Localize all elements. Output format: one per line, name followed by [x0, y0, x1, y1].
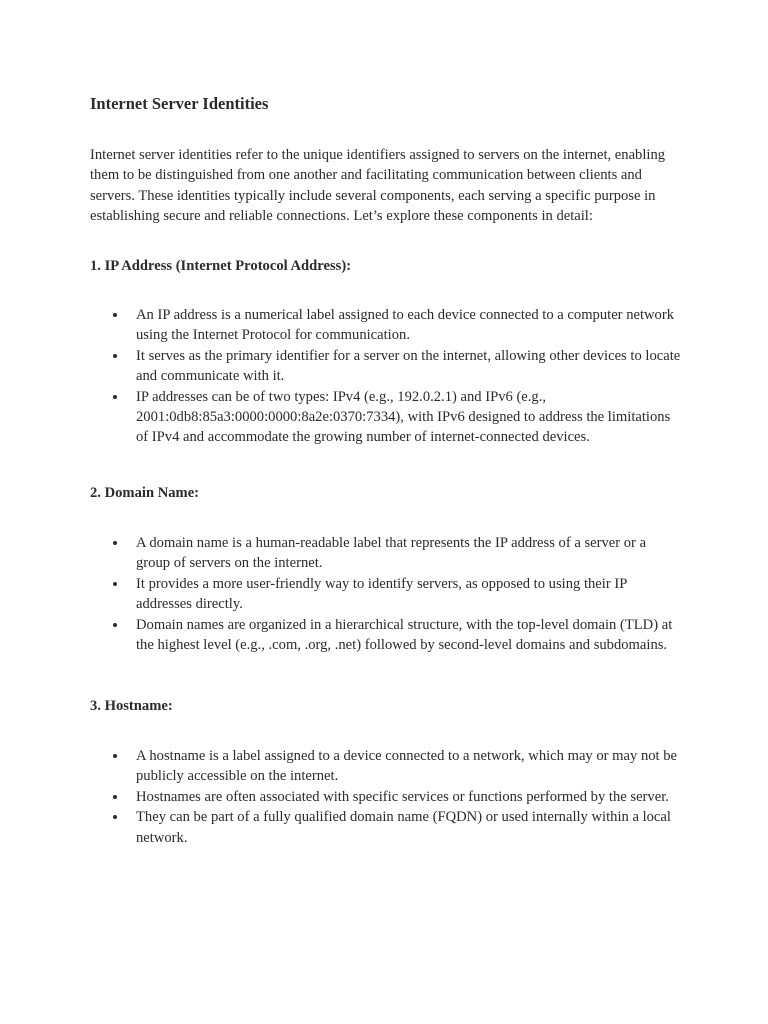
list-item-text: Hostnames are often associated with specific services or functions performed by the server. — [136, 788, 669, 805]
list-item — [90, 346, 682, 387]
list-item — [90, 387, 682, 448]
bullet-icon — [113, 313, 117, 317]
ip-address-bullet-list — [90, 305, 682, 448]
bullet-icon — [113, 582, 117, 586]
list-item — [90, 787, 682, 807]
bullet-icon — [113, 354, 117, 358]
list-item — [90, 533, 682, 574]
list-item — [90, 746, 682, 787]
intro-paragraph: Internet server identities refer to the unique identifiers assigned to servers on the internet, enabling them to be distinguished from one another and facilitating communication between clients and servers. These identities typically include several components, each serving a specific purpose in establishing secure and reliable connections. Let’s explore these components in detail: — [90, 147, 666, 225]
section-heading-domain-name: 2. Domain Name: — [90, 485, 200, 501]
section-heading-ip-address: 1. IP Address (Internet Protocol Address): — [90, 258, 352, 274]
list-item — [90, 574, 682, 615]
list-item — [90, 305, 682, 346]
list-item-text: Domain names are organized in a hierarchical structure, with the top-level domain (TLD) at the highest level (e.g., .com, .org, .net) followed by second-level domains and subdomains. — [136, 616, 673, 654]
list-item-text: An IP address is a numerical label assigned to each device connected to a computer network using the Internet Protocol for communication. — [136, 307, 675, 344]
list-item-text: They can be part of a fully qualified domain name (FQDN) or used internally within a local network. — [136, 809, 671, 846]
bullet-icon — [113, 754, 117, 758]
list-item-text: A hostname is a label assigned to a device connected to a network, which may or may not be publicly accessible on the internet. — [136, 748, 678, 785]
list-item — [90, 807, 682, 848]
list-item — [90, 615, 682, 656]
list-item-text: A domain name is a human-readable label that represents the IP address of a server or a group of servers on the internet. — [136, 535, 647, 572]
bullet-icon — [113, 541, 117, 545]
page-title: Internet Server Identities — [90, 94, 269, 113]
bullet-icon — [113, 815, 117, 819]
bullet-icon — [113, 623, 117, 627]
bullet-icon — [113, 395, 117, 399]
list-item-text: It serves as the primary identifier for a server on the internet, allowing other devices to locate and communicate with it. — [136, 347, 681, 385]
hostname-bullet-list — [90, 746, 682, 848]
bullet-icon — [113, 795, 117, 799]
list-item-text: It provides a more user-friendly way to identify servers, as opposed to using their IP addresses directly. — [136, 575, 627, 613]
list-item-text: IP addresses can be of two types: IPv4 (e.g., 192.0.2.1) and IPv6 (e.g., 2001:0db8:85a3:0000:0000:8a2e:0370:7334), with IPv6 designed to address the limitations of IPv4 and accommodate the growing number of internet-connected devices. — [136, 388, 671, 446]
section-heading-hostname: 3. Hostname: — [90, 698, 173, 714]
domain-name-bullet-list — [90, 533, 682, 655]
